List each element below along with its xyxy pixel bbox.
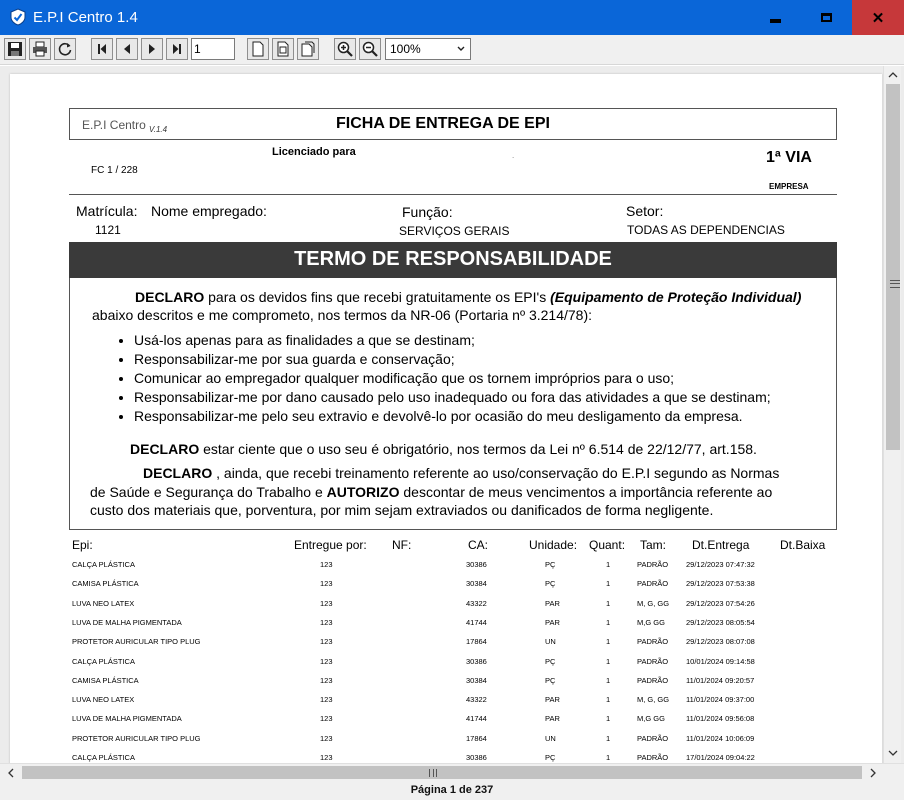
via-type: EMPRESA [769,182,809,191]
cell-epi: CAMISA PLÁSTICA [72,675,139,685]
scroll-left-button[interactable] [2,764,20,782]
list-item: • Usá-los apenas para as finalidades a que se destinam; [134,331,834,350]
declaration-paragraph-1 [135,288,801,307]
vertical-scrollbar[interactable] [883,66,901,763]
licensed-for-label: Licenciado para [272,146,356,158]
next-page-button[interactable] [141,38,163,60]
matricula-label: Matrícula: [76,203,138,219]
cell-un: PÇ [545,560,556,569]
cell-ca: 30384 [466,675,487,685]
toolbar [0,35,904,65]
licensee-name: . [512,151,515,160]
table-row [10,714,882,733]
page-info: Página 1 de 237 [410,784,494,796]
col-nf: NF: [392,538,412,552]
zoom-in-button[interactable] [334,38,356,60]
scroll-up-button[interactable] [884,67,902,83]
funcao-value: SERVIÇOS GERAIS [399,224,510,238]
first-page-icon [94,41,110,57]
multi-page-button[interactable] [297,38,319,60]
cell-por: 123 [320,637,333,647]
printer-icon [32,41,48,57]
cell-tam: PADRÃO [637,637,669,647]
via-label: 1ª VIA [766,149,812,166]
shield-icon [9,8,27,26]
cell-epi: CAMISA PLÁSTICA [72,579,139,589]
col-epi: Epi: [72,538,93,552]
cell-dt: 29/12/2023 07:47:32 [686,560,755,569]
table-row [10,695,882,714]
cell-epi: CALÇA PLÁSTICA [72,560,135,569]
table-row [10,599,882,618]
declaro-3: DECLARO [143,465,213,481]
cell-un: UN [545,733,556,743]
cell-epi: CALÇA PLÁSTICA [72,656,135,666]
cell-tam: M,G GG [637,617,665,627]
report-page [10,74,882,772]
zoom-value: 100% [390,42,421,56]
para3-text2a: de Saúde e Segurança do Trabalho e [90,484,327,500]
app-name: E.P.I Centro [82,118,146,132]
col-unidade: Unidade: [529,538,578,552]
chevron-down-icon [888,749,898,757]
cell-ca: 17864 [466,637,487,647]
horizontal-scrollbar[interactable] [0,763,904,781]
title-bar [0,0,904,35]
scroll-right-button[interactable] [864,764,882,782]
document-title: FICHA DE ENTREGA DE EPI [336,115,550,132]
cell-q: 1 [606,598,611,608]
maximize-button[interactable] [803,0,849,35]
chevron-up-icon [888,71,898,79]
cell-dt: 11/01/2024 09:56:08 [686,714,755,724]
cell-epi: LUVA DE MALHA PIGMENTADA [72,714,182,724]
cell-q: 1 [606,560,611,569]
cell-por: 123 [320,695,333,705]
page-width-icon [275,41,291,57]
table-row [10,579,882,598]
declaro-2: DECLARO [130,441,200,457]
vertical-scroll-thumb[interactable] [886,84,900,450]
para3-text2b: descontar de meus vencimentos a importância referente ao [399,484,773,500]
declaration-paragraph-3 [143,464,779,483]
zoom-select[interactable] [385,38,471,60]
list-item: • Responsabilizar-me por dano causado pelo uso inadequado ou fora das atividades a que se destinam; [134,388,834,407]
report-viewer [0,66,904,781]
cell-por: 123 [320,579,333,589]
cell-dt: 11/01/2024 09:20:57 [686,675,755,685]
declaration-paragraph-3-line3: custo dos materiais que, porventura, por mim sejam extraviados ou danificados de forma negligente. [90,502,714,518]
responsibility-banner: TERMO DE RESPONSABILIDADE [69,242,837,278]
first-page-button[interactable] [91,38,113,60]
declaration-paragraph-2 [130,440,757,459]
cell-ca: 41744 [466,714,487,724]
close-button[interactable] [852,0,904,35]
cell-tam: PADRÃO [637,753,669,762]
employee-name-label: Nome empregado: [151,203,267,219]
cell-dt: 11/01/2024 10:06:09 [686,733,755,743]
cell-dt: 17/01/2024 09:04:22 [686,753,755,762]
obligations-list [114,331,834,426]
cell-un: PAR [545,617,560,627]
cell-ca: 43322 [466,598,487,608]
col-quant: Quant: [589,538,626,552]
zoom-out-icon [362,41,378,57]
funcao-label: Função: [402,204,453,220]
page-width-button[interactable] [272,38,294,60]
list-item: • Responsabilizar-me por sua guarda e conservação; [134,350,834,369]
table-row [10,618,882,637]
horizontal-scroll-thumb[interactable] [22,766,862,779]
cell-un: PÇ [545,675,556,685]
cell-q: 1 [606,656,611,666]
grip-icon [429,769,437,777]
para2-text: estar ciente que o uso seu é obrigatório, nos termos da Lei nº 6.514 de 22/12/77, art.158. [199,441,757,457]
list-item: • Responsabilizar-me pelo seu extravio e devolvê-lo por ocasião do meu desligamento da empresa. [134,407,834,426]
para1-text: para os devidos fins que recebi gratuitamente os EPI's [204,289,551,305]
table-row [10,637,882,656]
cell-por: 123 [320,656,333,666]
table-row [10,560,882,579]
cell-un: PAR [545,695,560,705]
cell-ca: 43322 [466,695,487,705]
table-row [10,734,882,753]
zoom-in-icon [337,41,353,57]
last-page-button[interactable] [166,38,188,60]
close-icon: ✕ [871,9,885,27]
previous-page-icon [119,41,135,57]
cell-un: PÇ [545,579,556,589]
window-title: E.P.I Centro 1.4 [33,9,138,26]
cell-por: 123 [320,598,333,608]
cell-tam: PADRÃO [637,675,669,685]
cell-ca: 30386 [466,656,487,666]
cell-dt: 29/12/2023 07:53:38 [686,579,755,589]
cell-tam: M,G GG [637,714,665,724]
multi-page-icon [300,41,316,57]
cell-epi: LUVA NEO LATEX [72,598,135,608]
cell-por: 123 [320,714,333,724]
cell-epi: PROTETOR AURICULAR TIPO PLUG [72,733,201,743]
maximize-icon [821,13,832,22]
cell-epi: PROTETOR AURICULAR TIPO PLUG [72,637,201,647]
cell-q: 1 [606,733,611,743]
previous-page-button[interactable] [116,38,138,60]
chevron-down-icon [457,45,465,53]
cell-ca: 30384 [466,579,487,589]
col-ca: CA: [468,538,489,552]
autorizo: AUTORIZO [326,484,400,500]
setor-label: Setor: [626,203,664,219]
header-divider [69,194,837,195]
single-page-button[interactable] [247,38,269,60]
cell-un: UN [545,637,556,647]
cell-tam: M, G, GG [637,695,670,705]
cell-epi: LUVA NEO LATEX [72,695,135,705]
cell-epi: LUVA DE MALHA PIGMENTADA [72,617,182,627]
para1-italic: (Equipamento de Proteção Individual) [550,289,802,305]
floppy-icon [7,41,23,57]
col-dt-baixa: Dt.Baixa [780,538,826,552]
cell-un: PÇ [545,753,556,762]
grip-icon [890,280,900,288]
cell-dt: 10/01/2024 09:14:58 [686,656,755,666]
declaro-1: DECLARO [135,289,205,305]
cell-tam: M, G, GG [637,598,670,608]
cell-tam: PADRÃO [637,579,669,589]
single-page-icon [250,41,266,57]
list-item: • Comunicar ao empregador qualquer modificação que os tornem impróprios para o uso; [134,369,834,388]
status-bar [0,781,904,800]
cell-un: PÇ [545,656,556,666]
declaration-paragraph-1-line2: abaixo descritos e me comprometo, nos termos da NR-06 (Portaria nº 3.214/78): [92,307,593,323]
minimize-icon [770,19,781,23]
cell-q: 1 [606,637,611,647]
cell-q: 1 [606,695,611,705]
cell-q: 1 [606,579,611,589]
cell-por: 123 [320,560,333,569]
refresh-icon [57,41,73,57]
refresh-button[interactable] [54,38,76,60]
cell-por: 123 [320,733,333,743]
page-number-input[interactable] [191,38,235,60]
next-page-icon [144,41,160,57]
cell-dt: 29/12/2023 07:54:26 [686,598,755,608]
cell-q: 1 [606,675,611,685]
cell-un: PAR [545,714,560,724]
table-row [10,657,882,676]
chevron-right-icon [869,768,877,778]
matricula-value: 1121 [95,223,121,237]
table-row [10,676,882,695]
last-page-icon [169,41,185,57]
cell-q: 1 [606,714,611,724]
cell-dt: 11/01/2024 09:37:00 [686,695,755,705]
cell-ca: 41744 [466,617,487,627]
cell-q: 1 [606,753,611,762]
cell-dt: 29/12/2023 08:07:08 [686,637,755,647]
cell-por: 123 [320,617,333,627]
zoom-out-button[interactable] [359,38,381,60]
form-code: FC 1 / 228 [91,165,138,176]
cell-por: 123 [320,675,333,685]
cell-epi: CALÇA PLÁSTICA [72,753,135,762]
declaration-paragraph-3-line2 [90,483,772,502]
scroll-down-button[interactable] [884,745,902,761]
cell-un: PAR [545,598,560,608]
setor-value: TODAS AS DEPENDENCIAS [627,223,785,237]
cell-ca: 17864 [466,733,487,743]
save-button[interactable] [4,38,26,60]
cell-tam: PADRÃO [637,733,669,743]
cell-q: 1 [606,617,611,627]
cell-ca: 30386 [466,753,487,762]
cell-ca: 30386 [466,560,487,569]
cell-tam: PADRÃO [637,656,669,666]
print-button[interactable] [29,38,51,60]
chevron-left-icon [7,768,15,778]
para3-text1: , ainda, que recebi treinamento referente ao uso/conservação do E.P.I segundo as Normas [212,465,780,481]
app-version: V.1.4 [149,125,168,134]
cell-tam: PADRÃO [637,560,669,569]
cell-por: 123 [320,753,333,762]
col-entregue: Entregue por: [294,538,367,552]
col-tam: Tam: [640,538,667,552]
cell-dt: 29/12/2023 08:05:54 [686,617,755,627]
minimize-button[interactable] [752,0,798,35]
col-dt-entrega: Dt.Entrega [692,538,750,552]
